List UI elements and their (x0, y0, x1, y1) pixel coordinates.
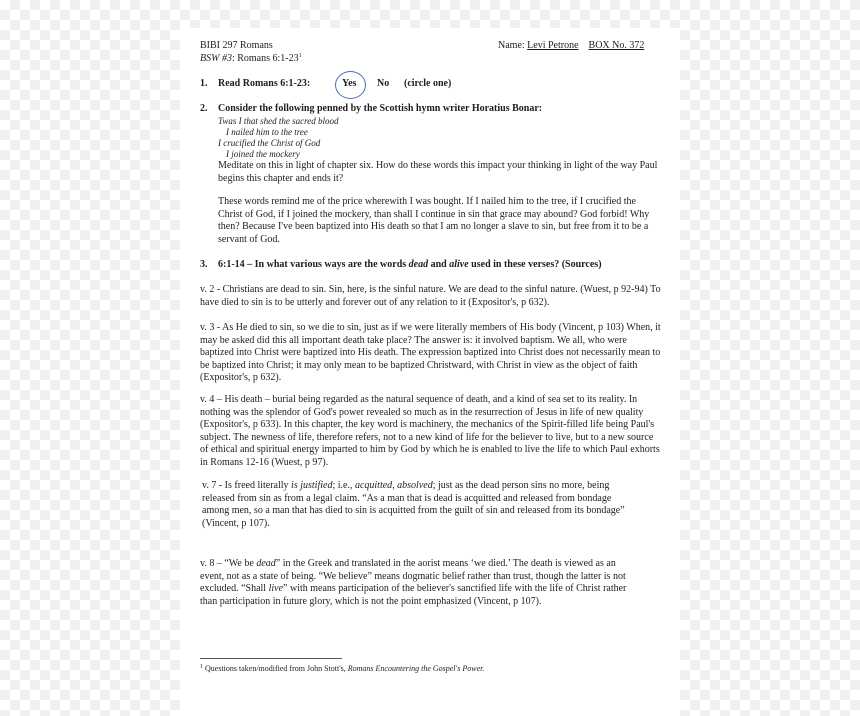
bsw-line (200, 53, 302, 66)
q3-word-alive: alive (449, 259, 469, 270)
q3-prompt-b: and (428, 259, 450, 270)
verse-3-note: v. 3 - As He died to sin, so we die to sin, just as if we were literally members of His body (Vincent, p 103) When, it may be asked did this all important death take place? The answer is: it involved baptism. We all, who were baptized into Christ were baptized into His death. The expression baptized into Christ does not necessarily mean to be baptized into Christ; it may only mean to be baptized Christward, with Christ in view as the object of faith (Expositor's, p 632). (200, 322, 661, 384)
box-number: BOX No. 372 (588, 40, 645, 51)
v7-italic: is justified (291, 480, 333, 491)
poem-line: I joined the mockery (226, 149, 300, 159)
footnote (200, 664, 484, 674)
bsw-label: BSW #3 (200, 53, 232, 64)
v7-part: ; i.e., (332, 480, 355, 491)
footnote-text: Questions taken/modified from John Stott's, (203, 664, 348, 673)
course-title: BIBI 297 Romans (200, 40, 273, 51)
q1-no-option: No (377, 78, 390, 89)
q3-word-dead: dead (408, 259, 429, 270)
name-label: Name: (498, 40, 528, 51)
document-page (180, 28, 680, 716)
student-name: Levi Petrone (527, 40, 579, 51)
q3-prompt-a: 6:1-14 – In what various ways are the words (218, 259, 409, 270)
student-name-line (498, 40, 644, 53)
verse-8-note (200, 558, 640, 608)
q2-prompt: Consider the following penned by the Scottish hymn writer Horatius Bonar: (218, 103, 543, 114)
v8-part: v. 8 – “We be (200, 558, 257, 569)
bsw-reference: : Romans 6:1-23 (231, 53, 299, 64)
hymn-poem (218, 116, 339, 160)
v7-part: ; just as the dead person sins no more, being released from sin as from a legal claim. “As a man that is dead is acquitted and released from bondage among men, so a man that has died to sin is acquitted from the guilt of sin and released from its bondage” (Vincent, p 107). (202, 480, 625, 529)
q1-prompt: Read Romans 6:1-23: (218, 78, 311, 89)
footnote-ref: 1 (298, 53, 302, 59)
q3-prompt-c: used in these verses? (Sources) (468, 259, 602, 270)
q2-answer: These words remind me of the price wherewith I was bought. If I nailed him to the tree, if I crucified the Christ of God, if I joined the mockery, than shall I continue in sin that grace may abound? God forbid! Why then? Because I've been baptized into His death so that I am no longer a slave to sin, but free from it to be a servant of God. (218, 196, 650, 245)
v8-italic: dead (256, 558, 276, 569)
verse-4-note: v. 4 – His death – burial being regarded as the natural sequence of death, and a kind of sea set to its reality. In nothing was the splendor of God's power revealed so much as in the resurrection of Jesus in life of new quality (Expositor's, p 633). In this chapter, the key word is machinery, the mechanics of the Spirit-filled life being Paul's subject. The newness of life, therefore refers, not to a new kind of life for the believer to live, but to a new source of ethical and spiritual energy imparted to him by God by which he is enabled to live the life to which Paul exhorts in Romans 12-16 (Wuest, p 97). (200, 394, 660, 468)
footnote-title: Romans Encountering the Gospel's Power. (347, 664, 485, 673)
q2-meditate-text: Meditate on this in light of chapter six. How do these words this impact your thinking in light of the way Paul begins this chapter and ends it? (218, 160, 658, 184)
verse-7-note (202, 480, 640, 530)
v8-italic: live (268, 583, 284, 595)
q1-number: 1. (200, 78, 208, 89)
poem-line: I crucified the Christ of God (218, 138, 321, 148)
q3-number: 3. (200, 259, 208, 270)
verse-2-note: v. 2 - Christians are dead to sin. Sin, here, is the sinful nature. We are dead to the sinful nature. (Wuest, p 92-94) To have died to sin is to be utterly and forever out of any relation to it (Expositor's, p 632). (200, 284, 661, 308)
q1-yes-option: Yes (342, 78, 357, 89)
v7-part: v. 7 - Is freed literally (202, 480, 292, 491)
q3-prompt (218, 259, 602, 272)
v8-part: ” with means participation of the believer's sanctified life with the life of Christ rather than participation in future glory, which is not the point emphasized (Vincent, p 107). (200, 583, 627, 607)
footnote-divider (200, 658, 342, 659)
v8-part: ” in the Greek and translated in the aorist means ‘we died.’ The death is viewed as an event, not as a state of being. “We believe” means dogmatic belief rather than trust, though the latter is not excluded. “Shall (200, 558, 626, 595)
q1-instruction: (circle one) (404, 78, 452, 89)
poem-line: I nailed him to the tree (226, 127, 308, 137)
v7-italic: acquitted, absolved (354, 480, 433, 491)
footnote-marker: 1 (200, 664, 203, 670)
poem-line: Twas I that shed the sacred blood (218, 116, 339, 126)
q2-number: 2. (200, 103, 208, 114)
